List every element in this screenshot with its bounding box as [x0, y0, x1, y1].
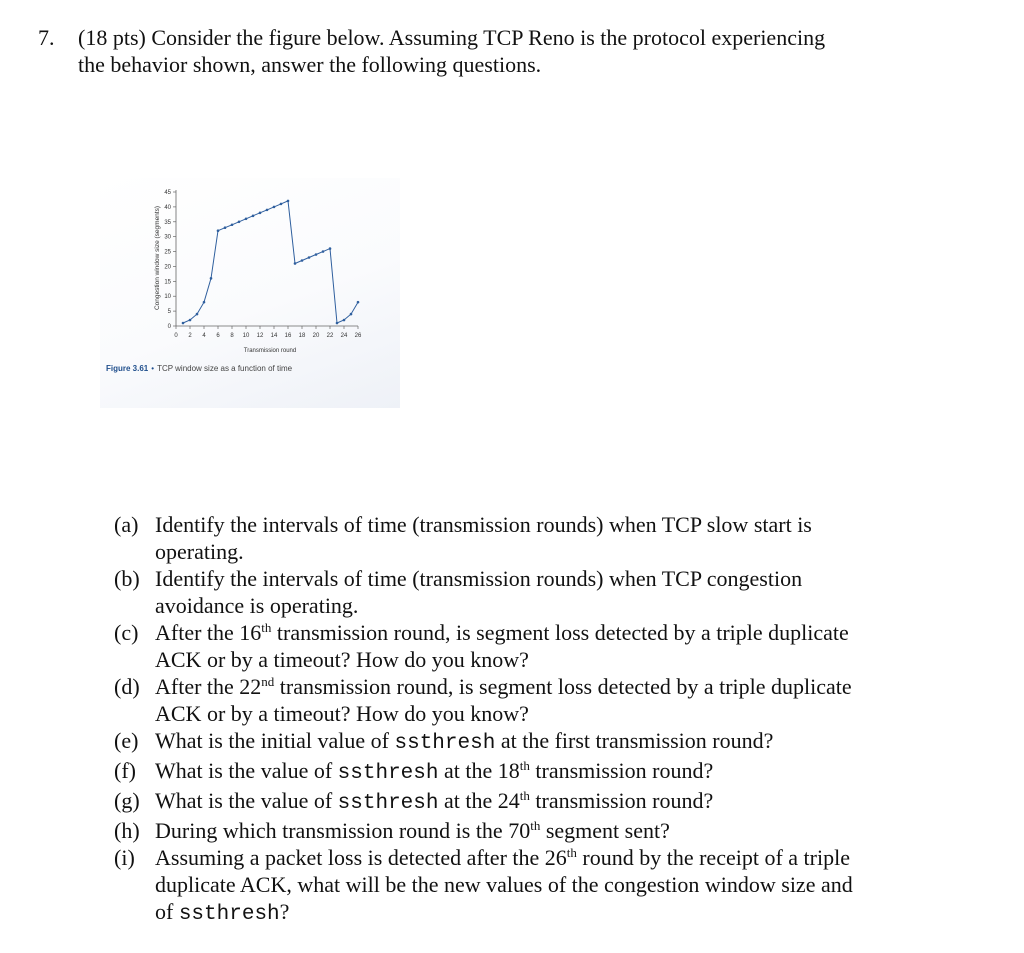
part-f-text-mid: at the 18 — [438, 758, 520, 783]
part-g-text-cont: transmission round? — [529, 788, 714, 813]
part-label: (g) — [114, 788, 140, 813]
part-f-line-1 — [155, 757, 914, 787]
part-b-line-2: avoidance is operating. — [155, 593, 359, 618]
ordinal-suffix: th — [519, 788, 530, 803]
ordinal-suffix: th — [519, 758, 530, 773]
x-tick-label: 16 — [284, 333, 292, 339]
data-point — [231, 223, 234, 226]
part-d-text: After the 22 — [155, 674, 262, 699]
part-f-text: What is the value of — [155, 758, 338, 783]
data-point — [273, 206, 276, 209]
part-i-line-2: duplicate ACK, what will be the new values of the congestion window size and — [155, 872, 853, 897]
y-tick-label: 15 — [164, 279, 171, 286]
figure — [100, 178, 400, 408]
part-label: (c) — [114, 620, 139, 645]
data-point — [343, 319, 346, 322]
part-g-text-mid: at the 24 — [438, 788, 520, 813]
part-i-text-end: of — [155, 899, 179, 924]
question-header — [38, 24, 938, 78]
data-point — [182, 322, 185, 325]
y-tick-label: 30 — [164, 234, 171, 241]
data-point — [245, 218, 248, 221]
part-c — [114, 619, 914, 673]
part-a-line-1: Identify the intervals of time (transmission rounds) when TCP slow start is — [155, 512, 812, 537]
part-i-question-mark: ? — [279, 899, 290, 924]
part-h-text-cont: segment sent? — [540, 818, 670, 843]
question-number: 7. — [38, 25, 55, 50]
data-point — [329, 247, 332, 250]
part-h-text: During which transmission round is the 70 — [155, 818, 531, 843]
part-label: (h) — [114, 818, 140, 843]
part-c-line-1 — [155, 619, 914, 646]
part-b — [114, 565, 914, 619]
x-tick-label: 0 — [174, 333, 178, 339]
part-a-line-2: operating. — [155, 539, 244, 564]
data-point — [315, 253, 318, 256]
y-tick-label: 25 — [164, 249, 171, 256]
figure-caption — [106, 364, 292, 373]
x-tick-label: 8 — [230, 333, 234, 339]
question-parts — [114, 511, 914, 928]
part-label: (d) — [114, 674, 140, 699]
part-e-text-cont: at the first transmission round? — [495, 728, 774, 753]
code-ssthresh: ssthresh — [337, 762, 439, 785]
part-h — [114, 817, 914, 844]
part-c-text: After the 16 — [155, 620, 262, 645]
ordinal-suffix: nd — [261, 674, 275, 689]
part-g-line-1 — [155, 787, 914, 817]
part-e-line-1 — [155, 727, 914, 757]
figure-caption-text: TCP window size as a function of time — [157, 364, 293, 373]
data-point — [322, 250, 325, 253]
part-c-line-2: ACK or by a timeout? How do you know? — [155, 647, 529, 672]
question-line-2: the behavior shown, answer the following questions. — [78, 52, 542, 77]
data-point — [308, 256, 311, 259]
part-i-line-1 — [155, 844, 914, 871]
data-point — [294, 262, 297, 265]
data-point — [280, 203, 283, 206]
figure-label: Figure 3.61 — [106, 364, 149, 373]
part-g-text: What is the value of — [155, 788, 338, 813]
part-i-text: Assuming a packet loss is detected after the 26 — [155, 845, 567, 870]
code-ssthresh: ssthresh — [394, 732, 496, 755]
data-point — [252, 215, 255, 218]
data-point — [350, 313, 353, 316]
y-tick-label: 40 — [164, 204, 171, 211]
part-f — [114, 757, 914, 787]
ordinal-suffix: th — [261, 620, 272, 635]
part-i-text-cont: round by the receipt of a triple — [576, 845, 850, 870]
y-tick-label: 35 — [164, 219, 171, 226]
part-b-line-1: Identify the intervals of time (transmission rounds) when TCP congestion — [155, 566, 803, 591]
x-tick-label: 6 — [216, 333, 220, 339]
data-point — [357, 301, 360, 304]
part-e-text: What is the initial value of — [155, 728, 395, 753]
x-tick-label: 2 — [188, 333, 192, 339]
part-e — [114, 727, 914, 757]
data-point — [224, 226, 227, 229]
data-point — [189, 319, 192, 322]
y-tick-label: 10 — [164, 294, 171, 301]
part-label: (a) — [114, 512, 139, 537]
ordinal-suffix: th — [530, 818, 541, 833]
part-c-text-cont: transmission round, is segment loss detected by a triple duplicate — [271, 620, 849, 645]
x-tick-label: 24 — [340, 333, 348, 339]
part-d — [114, 673, 914, 727]
x-tick-label: 14 — [270, 333, 278, 339]
part-i-line-3 — [155, 898, 914, 928]
part-label: (e) — [114, 728, 139, 753]
x-axis-label: Transmission round — [243, 348, 297, 354]
data-point — [336, 322, 339, 325]
part-d-line-1 — [155, 673, 914, 700]
part-g — [114, 787, 914, 817]
figure-separator: • — [151, 364, 155, 373]
part-label: (f) — [114, 758, 136, 783]
question-line-1: Consider the figure below. Assuming TCP Reno is the protocol experiencing — [151, 25, 826, 50]
code-ssthresh: ssthresh — [337, 792, 439, 815]
part-label: (b) — [114, 566, 140, 591]
part-d-line-2: ACK or by a timeout? How do you know? — [155, 701, 529, 726]
tcp-window-chart — [100, 178, 400, 363]
part-a — [114, 511, 914, 565]
part-f-text-cont: transmission round? — [529, 758, 714, 783]
part-d-text-cont: transmission round, is segment loss detected by a triple duplicate — [274, 674, 852, 699]
data-point — [238, 220, 241, 223]
y-tick-label: 0 — [167, 324, 171, 330]
data-point — [203, 301, 206, 304]
cwnd-series-line — [183, 201, 358, 323]
y-tick-label: 5 — [167, 309, 171, 316]
part-i — [114, 844, 914, 928]
question-text — [78, 24, 938, 78]
x-tick-label: 20 — [312, 333, 320, 339]
data-point — [210, 277, 213, 280]
x-tick-label: 22 — [326, 333, 334, 339]
code-ssthresh: ssthresh — [178, 903, 280, 926]
data-point — [266, 209, 269, 212]
y-tick-label: 20 — [164, 264, 171, 271]
part-h-line-1 — [155, 817, 914, 844]
question-points: (18 pts) — [78, 25, 146, 50]
data-point — [301, 259, 304, 262]
x-tick-label: 4 — [202, 333, 206, 339]
x-tick-label: 10 — [242, 333, 250, 339]
data-point — [287, 200, 290, 203]
y-tick-label: 45 — [164, 190, 171, 196]
data-point — [259, 212, 262, 215]
x-tick-label: 26 — [354, 333, 362, 339]
part-label: (i) — [114, 845, 135, 870]
ordinal-suffix: th — [566, 845, 577, 860]
y-axis-label: Congestion window size (segments) — [154, 205, 161, 311]
data-point — [217, 229, 220, 232]
x-tick-label: 12 — [256, 333, 264, 339]
data-point — [196, 313, 199, 316]
x-tick-label: 18 — [298, 333, 306, 339]
